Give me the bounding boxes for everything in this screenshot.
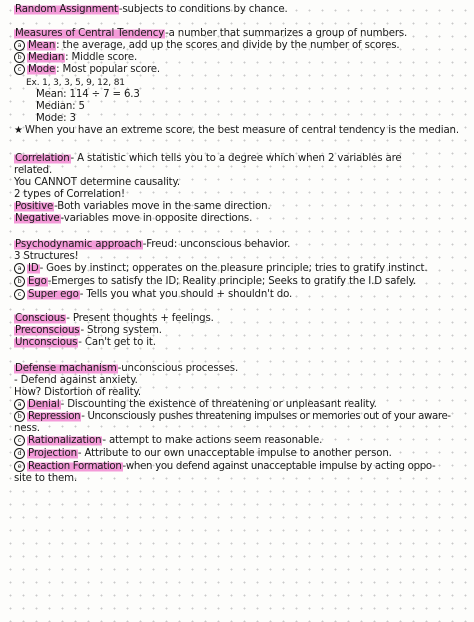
example-mean: Mean: 114 ÷ 7 = 6.3 <box>36 89 140 100</box>
correlation-term: Correlation <box>15 153 70 164</box>
mean-number: a <box>14 40 25 51</box>
rationalization-line <box>14 435 322 447</box>
superego-number: c <box>14 289 25 300</box>
defense-term: Defense machanism <box>15 363 117 374</box>
defense-line <box>14 363 238 375</box>
repression-line <box>14 411 451 423</box>
preconscious-line <box>14 325 162 337</box>
projection-term: Projection <box>28 448 77 459</box>
example-mode: Mode: 3 <box>36 113 76 124</box>
reaction-formation-line <box>14 461 435 473</box>
projection-def: - Attribute to our own unacceptable impulse to another person. <box>77 448 392 459</box>
central-tendency-note-text: When you have an extreme score, the best measure of central tendency is the median. <box>24 125 459 136</box>
unconscious-term: Unconscious <box>15 337 78 348</box>
central-tendency-note <box>14 125 459 137</box>
projection-line <box>14 448 392 460</box>
ego-def: -Emerges to satisfy the ID; Reality principle; Seeks to gratify the I.D safely. <box>47 276 417 287</box>
preconscious-def: - Strong system. <box>80 325 162 336</box>
star-icon: ★ <box>14 125 23 136</box>
correlation-def-cont: related. <box>14 165 53 176</box>
positive-term: Positive <box>15 201 54 212</box>
id-term: ID <box>28 263 39 274</box>
correlation-types: 2 types of Correlation! <box>14 189 125 200</box>
structures-line: 3 Structures! <box>14 251 79 262</box>
reaction-formation-cont: site to them. <box>14 473 78 484</box>
mean-line <box>14 40 399 52</box>
example-median: Median: 5 <box>36 101 85 112</box>
id-def: - Goes by instinct; opperates on the pleasure principle; tries to gratify instinct. <box>39 263 428 274</box>
conscious-line <box>14 313 214 325</box>
median-line <box>14 52 137 64</box>
superego-def: - Tells you what you should + shouldn't do. <box>79 289 293 300</box>
id-line <box>14 263 427 275</box>
random-assignment-line <box>14 4 288 16</box>
correlation-def: - A statistic which tells you to a degree which when 2 variables are <box>70 153 402 164</box>
psychodynamic-def: -Freud: unconscious behavior. <box>142 239 291 250</box>
repression-term: Repression <box>28 411 81 422</box>
projection-number: d <box>14 448 25 459</box>
ego-term: Ego <box>28 276 47 287</box>
rationalization-term: Rationalization <box>28 435 102 446</box>
median-number: b <box>14 52 25 63</box>
median-def: : Middle score. <box>65 52 138 63</box>
repression-def: - Unconsciously pushes threatening impulses or memories out of your aware- <box>81 411 451 422</box>
negative-line <box>14 213 252 225</box>
causality-line: You CANNOT determine causality. <box>14 177 180 188</box>
mean-def: : the average, add up the scores and divide by the number of scores. <box>56 40 400 51</box>
defense-line-1: - Defend against anxiety. <box>14 375 138 386</box>
denial-term: Denial <box>28 399 60 410</box>
central-tendency-line <box>14 28 407 40</box>
unconscious-line <box>14 337 156 349</box>
negative-def: -variables move in opposite directions. <box>60 213 253 224</box>
reaction-formation-term: Reaction Formation <box>28 461 122 472</box>
ego-line <box>14 276 416 288</box>
reaction-formation-def: -when you defend against unacceptable impulse by acting oppo- <box>122 461 436 472</box>
psychodynamic-term: Psychodynamic approach <box>15 239 142 250</box>
correlation-line <box>14 153 402 165</box>
conscious-def: - Present thoughts + feelings. <box>66 313 214 324</box>
mode-term: Mode <box>28 64 56 75</box>
denial-line <box>14 399 377 411</box>
superego-term: Super ego <box>28 289 79 300</box>
unconscious-def: - Can't get to it. <box>78 337 156 348</box>
negative-term: Negative <box>15 213 60 224</box>
mode-number: c <box>14 64 25 75</box>
reaction-formation-number: e <box>14 461 25 472</box>
ego-number: b <box>14 276 25 287</box>
mode-line <box>14 64 160 76</box>
positive-line <box>14 201 271 213</box>
preconscious-term: Preconscious <box>15 325 80 336</box>
rationalization-number: c <box>14 435 25 446</box>
conscious-term: Conscious <box>15 313 66 324</box>
rationalization-def: - attempt to make actions seem reasonable. <box>102 435 323 446</box>
example-line: Ex. 1, 3, 3, 5, 9, 12, 81 <box>26 78 125 88</box>
denial-number: a <box>14 399 25 410</box>
repression-number: b <box>14 411 25 422</box>
random-assignment-def: -subjects to conditions by chance. <box>118 4 288 15</box>
denial-def: - Discounting the existence of threatening or unpleasant reality. <box>60 399 377 410</box>
defense-line-2: How? Distortion of reality. <box>14 387 141 398</box>
mean-term: Mean <box>28 40 56 51</box>
psychodynamic-line <box>14 239 290 251</box>
random-assignment-term: Random Assignment <box>15 4 118 15</box>
superego-line <box>14 289 292 301</box>
central-tendency-def: -a number that summarizes a group of numbers. <box>165 28 408 39</box>
central-tendency-term: Measures of Central Tendency <box>15 28 165 39</box>
mode-def: : Most popular score. <box>56 64 160 75</box>
defense-def: -unconscious processes. <box>117 363 239 374</box>
id-number: a <box>14 263 25 274</box>
positive-def: -Both variables move in the same direction. <box>54 201 271 212</box>
repression-cont: ness. <box>14 423 40 434</box>
median-term: Median <box>28 52 65 63</box>
